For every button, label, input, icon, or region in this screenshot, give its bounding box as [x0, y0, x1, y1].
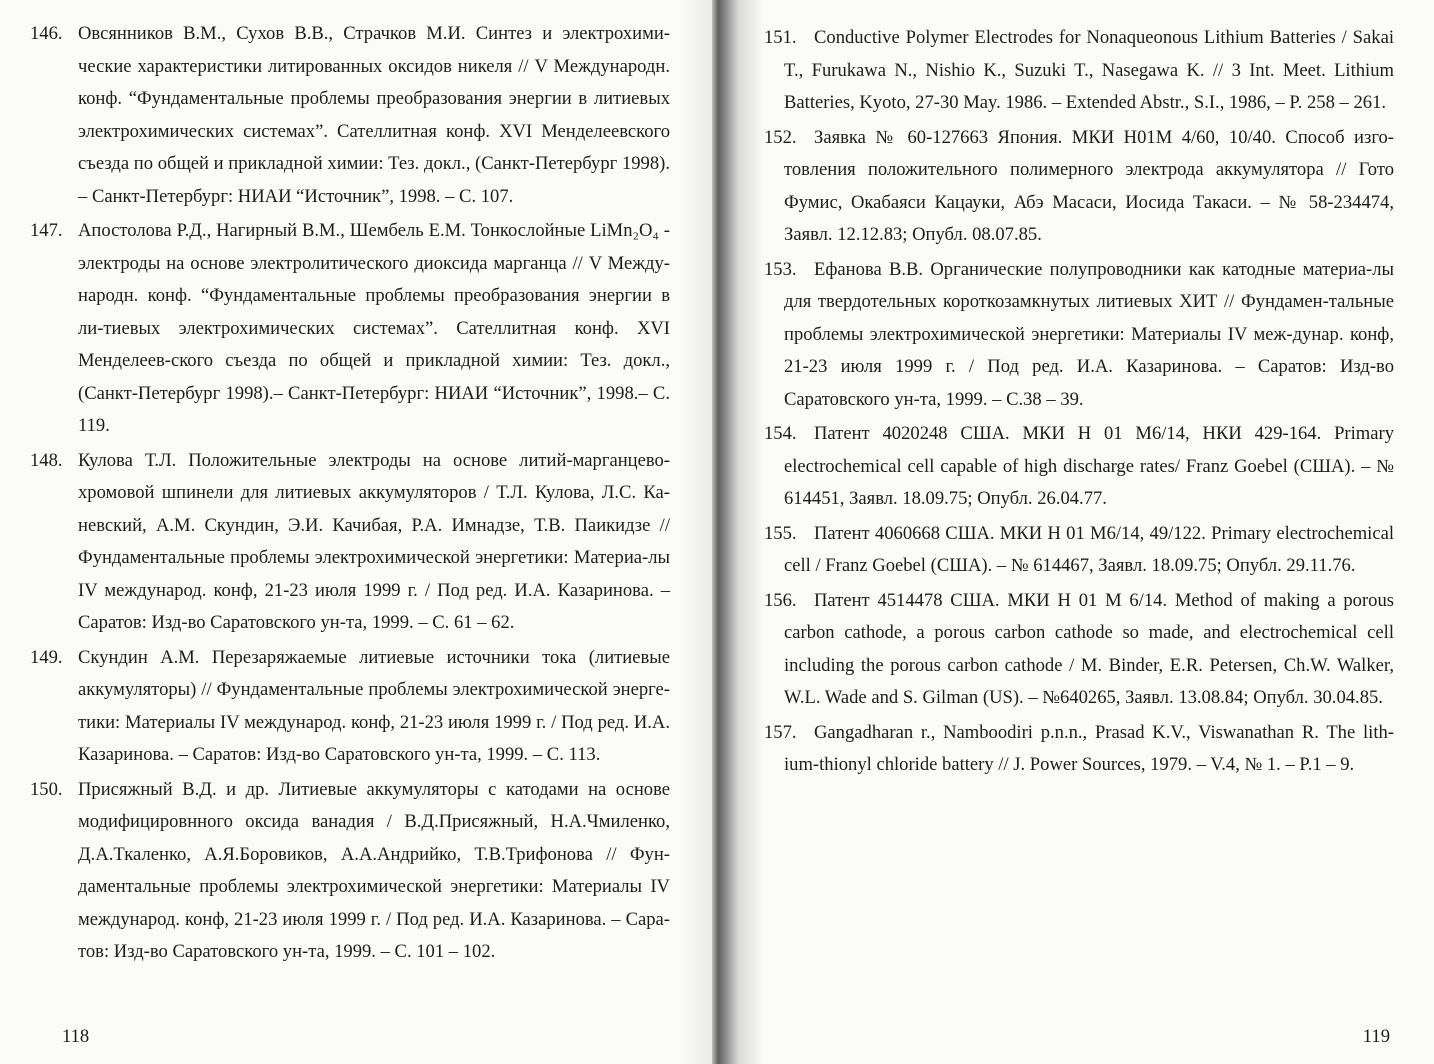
- reference-list-left: [30, 18, 670, 969]
- reference-text: Заявка № 60-127663 Япония. МКИ H01M 4/60, 10/40. Способ изго-товления положительного полимерного электрода аккумулятора // Гото Фумис, Окабаяси Кацауки, Абэ Масаси, Иосида Такаси. – № 58-234474, Заявл. 12.12.83; Опубл. 08.07.85.: [784, 126, 1394, 245]
- reference-number: 149.: [30, 646, 63, 668]
- reference-number: 146.: [30, 23, 63, 44]
- reference-item: [30, 642, 670, 772]
- reference-number: 152.: [764, 126, 797, 148]
- right-page: [718, 0, 1434, 1064]
- reference-number: 153.: [764, 258, 797, 280]
- reference-item: [30, 18, 670, 213]
- reference-item: [30, 774, 670, 969]
- reference-text: Апостолова Р.Д., Нагирный В.М., Шембель Е.М. Тонкослойные LiMn₂O₄ - электроды на основе электролитического диоксида марганца // V Между-народн. конф. “Фундаментальные проблемы преобразования энергии в ли-тиевых электрохимических системах”. Сателлитная конф. XVI Менделеев-ского съезда по общей и прикладной химии: Тез. докл., (Санкт-Петербург 1998).– Санкт-Петербург: НИАИ “Источник”, 1998.– С. 119.: [78, 220, 670, 436]
- right-gutter-shadow: [718, 0, 764, 1064]
- reference-text: Присяжный В.Д. и др. Литиевые аккумуляторы с катодами на основе модифицировнного оксида ванадия / В.Д.Присяжный, Н.А.Чмиленко, Д.А.Ткаленко, А.Я.Боровиков, А.А.Андрийко, Т.В.Трифонова // Фун-даментальные проблемы электрохимической энергетики: Материалы IV международ. конф, 21-23 июля 1999 г. / Под ред. И.А. Казаринова. – Сара-тов: Изд-во Саратовского ун-та, 1999. – С. 101 – 102.: [78, 778, 670, 962]
- reference-text: Патент 4060668 США. МКИ Н 01 М6/14, 49/122. Primary electrochemical cell / Franz Goebel (США). – № 614467, Заявл. 18.09.75; Опубл. 29.11.76.: [784, 522, 1394, 576]
- reference-list-right: [764, 22, 1394, 782]
- reference-number: 150.: [30, 778, 63, 800]
- reference-number: 157.: [764, 721, 797, 743]
- reference-item: [764, 254, 1394, 417]
- reference-text: Овсянников В.М., Сухов В.В., Страчков М.И. Синтез и электрохими-ческие характеристики литированных оксидов никеля // V Международн. конф. “Фундаментальные проблемы преобразования энергии в литиевых электрохимических системах”. Сателлитная конф. XVI Менделеевского съезда по общей и прикладной химии: Тез. докл., (Санкт-Петербург 1998). – Санкт-Петербург: НИАИ “Источник”, 1998. – С. 107.: [78, 23, 670, 207]
- reference-item: [764, 585, 1394, 715]
- reference-text: Скундин А.М. Перезаряжаемые литиевые источники тока (литиевые аккумуляторы) // Фундаментальные проблемы электрохимической энерге-тики: Материалы IV международ. конф, 21-23 июля 1999 г. / Под ред. И.А. Казаринова. – Саратов: Изд-во Саратовского ун-та, 1999. – С. 113.: [78, 646, 670, 765]
- reference-item: [764, 418, 1394, 516]
- reference-number: 156.: [764, 589, 797, 611]
- reference-item: [30, 215, 670, 443]
- reference-number: 148.: [30, 449, 63, 471]
- reference-number: 151.: [764, 27, 797, 48]
- reference-number: 155.: [764, 522, 797, 544]
- reference-item: [764, 518, 1394, 583]
- reference-text: Conductive Polymer Electrodes for Nonaqueonous Lithium Batteries / Sakai T., Furukawa N., Nishio K., Suzuki T., Nasegawa K. // 3 Int. Meet. Lithium Batteries, Kyoto, 27-30 May. 1986. – Extended Abstr., S.I., 1986, – P. 258 – 261.: [784, 27, 1394, 113]
- page-number: 119: [1362, 1026, 1390, 1047]
- reference-item: [764, 717, 1394, 782]
- reference-text: Кулова Т.Л. Положительные электроды на основе литий-марганцево-хромовой шпинели для литиевых аккумуляторов / Т.Л. Кулова, Л.С. Ка-невский, А.М. Скундин, Э.И. Качибая, Р.А. Имнадзе, Т.В. Паикидзе // Фундаментальные проблемы электрохимической энергетики: Материа-лы IV международ. конф, 21-23 июля 1999 г. / Под ред. И.А. Казаринова. – Саратов: Изд-во Саратовского ун-та, 1999. – С. 61 – 62.: [78, 449, 670, 633]
- reference-item: [30, 445, 670, 640]
- reference-number: 147.: [30, 220, 63, 241]
- reference-item: [764, 122, 1394, 252]
- reference-text: Патент 4514478 США. МКИ Н 01 М 6/14. Method of making a porous carbon cathode, a porous carbon cathode so made, and electrochemical cell including the porous carbon cathode / M. Binder, E.R. Petersen, Ch.W. Walker, W.L. Wade and S. Gilman (US). – №640265, Заявл. 13.08.84; Опубл. 30.04.85.: [784, 589, 1394, 708]
- page-number: 118: [62, 1026, 90, 1047]
- reference-number: 154.: [764, 423, 797, 444]
- reference-text: Gangadharan r., Namboodiri p.n.n., Prasad K.V., Viswanathan R. The lith-ium-thionyl chloride battery // J. Power Sources, 1979. – V.4, № 1. – P.1 – 9.: [784, 721, 1394, 775]
- reference-item: [764, 22, 1394, 120]
- reference-text: Патент 4020248 США. МКИ Н 01 М6/14, НКИ 429-164. Primary electrochemical cell capable of high discharge rates/ Franz Goebel (США). – № 614451, Заявл. 18.09.75; Опубл. 26.04.77.: [784, 423, 1394, 509]
- reference-text: Ефанова В.В. Органические полупроводники как катодные материа-лы для твердотельных короткозамкнутых литиевых ХИТ // Фундамен-тальные проблемы электрохимической энергетики: Материалы IV меж-дунар. конф, 21-23 июля 1999 г. / Под ред. И.А. Казаринова. – Саратов: Изд-во Саратовского ун-та, 1999. – С.38 – 39.: [784, 258, 1394, 410]
